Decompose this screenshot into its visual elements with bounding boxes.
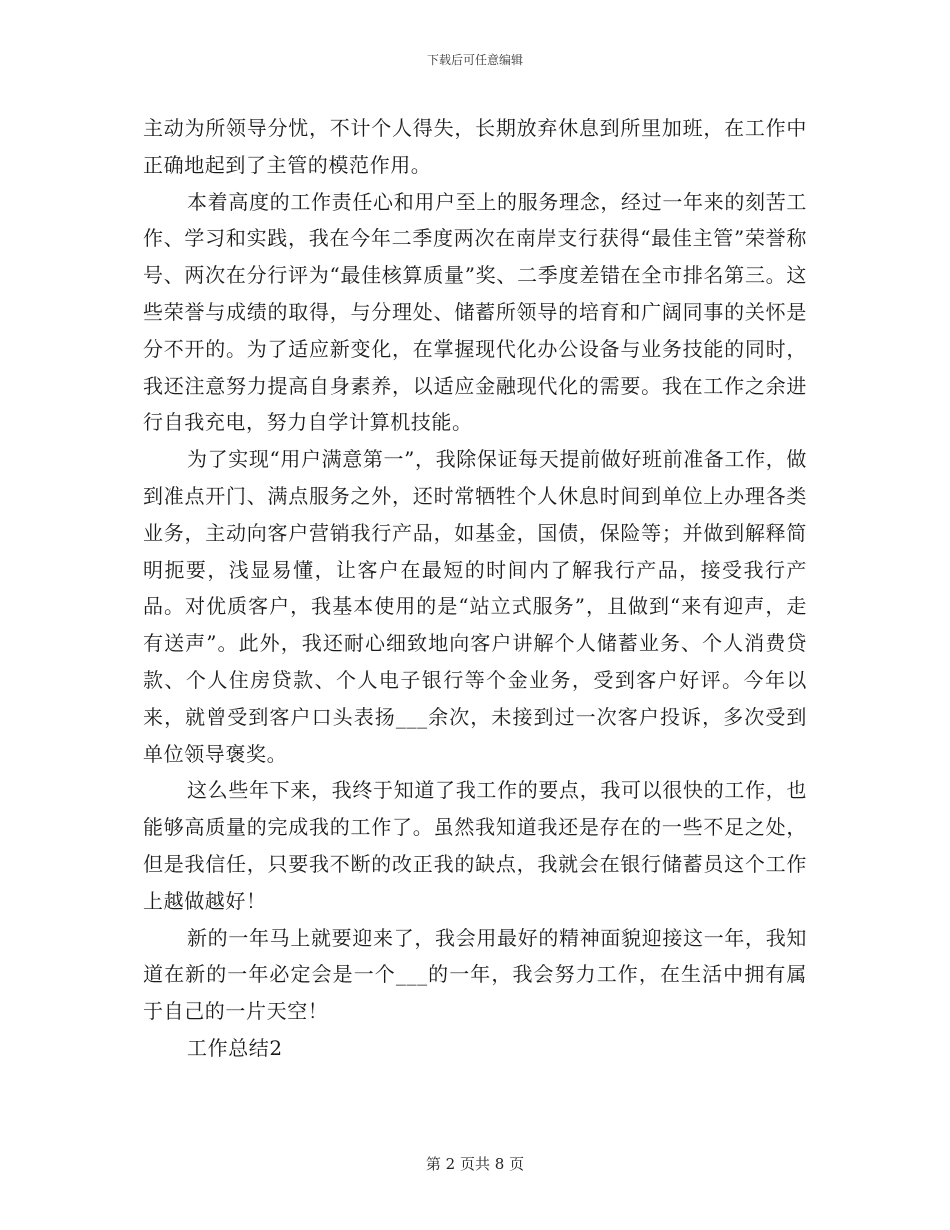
document-body — [143, 110, 807, 1067]
paragraph-new-year: 新的一年马上就要迎来了，我会用最好的精神面貌迎接这一年，我知道在新的一年必定会是一个___的一年，我会努力工作，在生活中拥有属于自己的一片天空！ — [143, 925, 807, 1024]
page-header: 下载后可任意编辑 — [426, 53, 523, 67]
section-heading: 工作总结2 — [187, 1035, 283, 1060]
paragraph-reflection: 这么些年下来，我终于知道了我工作的要点，我可以很快的工作，也能够高质量的完成我的工作了。虽然我知道我还是存在的一些不足之处，但是我信任，只要我不断的改正我的缺点，我就会在银行储蓄员这个工作上越做越好！ — [143, 778, 807, 913]
paragraph-continuation: 主动为所领导分忧，不计个人得失，长期放弃休息到所里加班，在工作中正确地起到了主管的模范作用。 — [143, 116, 807, 177]
page-footer: 第 2 页共 8 页 — [425, 1155, 525, 1173]
paragraph-honors: 本着高度的工作责任心和用户至上的服务理念，经过一年来的刻苦工作、学习和实践，我在今年二季度两次在南岸支行获得“最佳主管”荣誉称号、两次在分行评为“最佳核算质量”奖、二季度差错在全市排名第三。这些荣誉与成绩的取得，与分理处、储蓄所领导的培育和广阔同事的关怀是分不开的。为了适应新变化，在掌握现代化办公设备与业务技能的同时，我还注意努力提高自身素养，以适应金融现代化的需要。我在工作之余进行自我充电，努力自学计算机技能。 — [143, 189, 807, 435]
paragraph-customer-service: 为了实现“用户满意第一”，我除保证每天提前做好班前准备工作，做到准点开门、满点服务之外，还时常牺牲个人休息时间到单位上办理各类业务，主动向客户营销我行产品，如基金，国债，保险等；并做到解释简明扼要，浅显易懂，让客户在最短的时间内了解我行产品，接受我行产品。对优质客户，我基本使用的是“站立式服务”，且做到“来有迎声，走有送声”。此外，我还耐心细致地向客户讲解个人储蓄业务、个人消费贷款、个人住房贷款、个人电子银行等个金业务，受到客户好评。今年以来，就曾受到客户口头表扬___余次，未接到过一次客户投诉，多次受到单位领导褒奖。 — [143, 447, 807, 766]
